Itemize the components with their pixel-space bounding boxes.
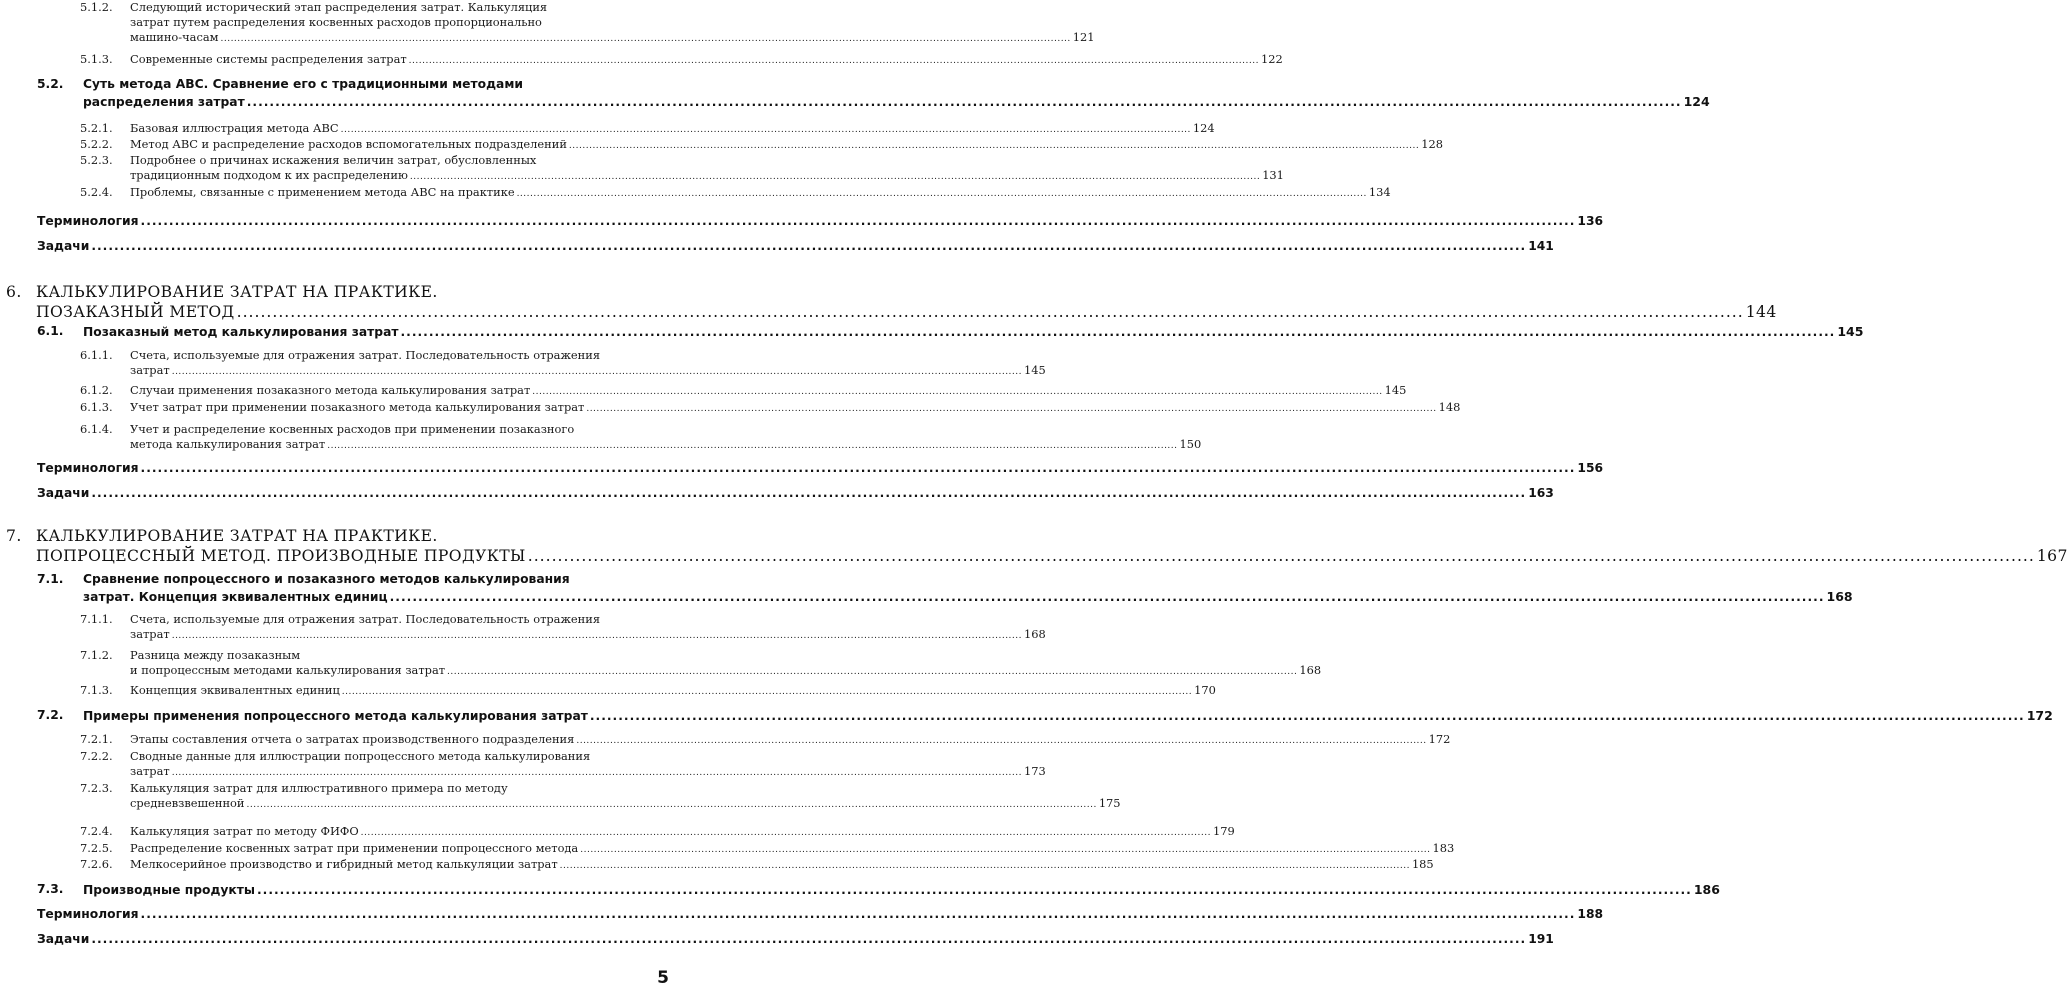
dot-leader — [576, 734, 1426, 749]
toc-entry — [80, 52, 1283, 69]
dot-leader — [141, 460, 1576, 477]
toc-entry-title — [37, 485, 1554, 502]
dot-leader — [141, 906, 1576, 923]
toc-entry-title — [130, 383, 1407, 400]
toc-entry-line: Учет и распределение косвенных расходов при применении позаказного — [130, 422, 575, 436]
dot-leader — [401, 324, 1836, 341]
toc-entry-line: Задачи ..... 163 — [37, 485, 683, 502]
toc-entry-page: 150 — [1179, 437, 1202, 451]
toc-entry — [37, 707, 2053, 725]
toc-entry-page: 168 — [1299, 663, 1322, 677]
toc-entry-number: 5.2.3. — [80, 153, 113, 167]
toc-entry-line: Калькуляция затрат для иллюстративного примера по методу — [130, 781, 508, 795]
toc-entry-line: Распределение косвенных затрат при применении попроцессного метода ..... 183 — [130, 841, 683, 858]
toc-entry-number: 7.2.2. — [80, 749, 113, 763]
toc-entry-page: 191 — [1528, 932, 1554, 946]
toc-entry-page: 173 — [1024, 764, 1046, 778]
toc-entry-title — [130, 153, 1284, 185]
toc-entry-number: 7.1. — [37, 572, 64, 586]
toc-entry — [80, 422, 1202, 454]
toc-entry — [37, 76, 1710, 111]
toc-entry-number: 7.2.3. — [80, 781, 113, 795]
toc-entry-number: 7. — [6, 527, 22, 545]
toc-entry — [80, 857, 1434, 874]
toc-entry-page: 124 — [1683, 94, 1710, 109]
toc-entry-title — [130, 0, 1095, 47]
dot-leader — [257, 882, 1692, 899]
toc-entry-line: Терминология ..... 188 — [37, 906, 683, 923]
dot-leader — [361, 826, 1211, 841]
toc-entry-title — [130, 732, 1451, 749]
toc-entry-page: 124 — [1192, 121, 1215, 135]
toc-entry-line: Следующий исторический этап распределения затрат. Калькуляция — [130, 0, 548, 14]
toc-entry-title — [83, 881, 1720, 899]
toc-entry-number: 7.2.6. — [80, 857, 113, 871]
toc-entry-line: и попроцессным методами калькулирования затрат ..... 168 — [130, 663, 683, 680]
dot-leader — [91, 238, 1526, 255]
toc-entry-title — [130, 857, 1434, 874]
toc-entry-page: 168 — [1024, 627, 1046, 641]
dot-leader — [409, 54, 1259, 69]
toc-entry-number: 7.1.1. — [80, 612, 113, 626]
toc-entry — [80, 824, 1235, 841]
toc-entry-number: 7.3. — [37, 882, 64, 896]
dot-leader — [560, 859, 1410, 874]
toc-entry — [37, 906, 1604, 923]
toc-entry-number: 5.2. — [37, 77, 64, 91]
dot-leader — [91, 485, 1526, 502]
toc-entry — [80, 732, 1451, 749]
dot-leader — [172, 766, 1022, 781]
toc-entry-title — [130, 348, 1046, 380]
toc-entry-line: Проблемы, связанные с применением метода АВС на практике ..... 134 — [130, 185, 683, 202]
toc-entry — [6, 526, 2068, 566]
toc-entry-line: метода калькулирования затрат ..... 150 — [130, 437, 683, 454]
toc-entry-page: 145 — [1024, 363, 1046, 377]
dot-leader — [172, 365, 1022, 380]
toc-entry-title — [130, 121, 1215, 138]
toc-entry-number: 6.1.3. — [80, 400, 113, 414]
toc-entry-number: 7.1.2. — [80, 648, 113, 662]
toc-entry-line: Метод АВС и распределение расходов вспомогательных подразделений ..... 128 — [130, 137, 683, 154]
toc-entry — [80, 137, 1443, 154]
toc-entry-line: Подробнее о причинах искажения величин затрат, обусловленных — [130, 153, 537, 167]
toc-entry-number: 5.2.2. — [80, 137, 113, 151]
dot-leader — [247, 798, 1097, 813]
toc-entry-line: Калькуляция затрат по методу ФИФО ..... 179 — [130, 824, 683, 841]
toc-entry-line: Терминология ..... 136 — [37, 213, 683, 230]
toc-entry-line: ПОЗАКАЗНЫЙ МЕТОД ..... 144 — [36, 302, 683, 322]
toc-entry-page: 185 — [1411, 857, 1434, 871]
toc-entry-title — [37, 931, 1554, 948]
toc-entry — [37, 213, 1604, 230]
toc-entry-number: 6.1.2. — [80, 383, 113, 397]
toc-entry — [80, 841, 1455, 858]
toc-entry-line: Случаи применения позаказного метода калькулирования затрат ..... 145 — [130, 383, 683, 400]
toc-entry-line: распределения затрат ..... 124 — [83, 93, 683, 111]
dot-leader — [528, 546, 2035, 566]
toc-entry-line: Базовая иллюстрация метода АВС ..... 124 — [130, 121, 683, 138]
toc-entry-line: КАЛЬКУЛИРОВАНИЕ ЗАТРАТ НА ПРАКТИКЕ. — [36, 283, 438, 301]
dot-leader — [342, 685, 1192, 700]
dot-leader — [447, 665, 1297, 680]
toc-entry-number: 6. — [6, 283, 22, 301]
toc-entry-line: Задачи ..... 141 — [37, 238, 683, 255]
toc-entry-page: 145 — [1837, 324, 1864, 339]
toc-entry — [37, 460, 1604, 477]
toc-entry — [37, 238, 1554, 255]
toc-entry-line: Производные продукты ..... 186 — [83, 881, 683, 899]
toc-entry-line: Примеры применения попроцессного метода калькулирования затрат ..... 172 — [83, 707, 683, 725]
toc-entry — [80, 121, 1215, 138]
toc-entry-page: 156 — [1577, 461, 1604, 475]
dot-leader — [586, 402, 1436, 417]
toc-entry-page: 168 — [1826, 589, 1853, 604]
toc-entry-line: затрат ..... 168 — [130, 627, 683, 644]
toc-entry-title — [37, 213, 1604, 230]
toc-entry-line: затрат ..... 173 — [130, 764, 683, 781]
toc-entry-title — [130, 841, 1455, 858]
toc-entry — [80, 749, 1046, 781]
toc-entry — [37, 881, 1720, 899]
toc-entry-title — [37, 238, 1554, 255]
toc-entry-number: 6.1.4. — [80, 422, 113, 436]
toc-entry-line: Этапы составления отчета о затратах производственного подразделения ..... 172 — [130, 732, 683, 749]
dot-leader — [247, 94, 1682, 111]
toc-entry-title — [37, 460, 1604, 477]
toc-entry-page: 141 — [1528, 239, 1554, 253]
toc-entry — [80, 612, 1046, 644]
toc-entry-line: КАЛЬКУЛИРОВАНИЕ ЗАТРАТ НА ПРАКТИКЕ. — [36, 527, 438, 545]
toc-entry-line: Современные системы распределения затрат ..... 122 — [130, 52, 683, 69]
toc-entry-title — [37, 906, 1604, 923]
toc-entry-page: 172 — [2026, 708, 2053, 723]
toc-entry-page: 131 — [1262, 168, 1284, 182]
toc-entry-page: 170 — [1194, 683, 1216, 697]
dot-leader — [390, 589, 1825, 606]
toc-entry-number: 7.2.4. — [80, 824, 113, 838]
toc-entry-page: 188 — [1577, 907, 1604, 921]
dot-leader — [580, 843, 1430, 858]
toc-entry-line: средневзвешенной ..... 175 — [130, 796, 683, 813]
toc-entry-page: 136 — [1577, 214, 1604, 228]
toc-entry-line: Суть метода АВС. Сравнение его с традиционными методами — [83, 77, 523, 91]
toc-entry-number: 6.1. — [37, 324, 64, 338]
toc-entry-line: Концепция эквивалентных единиц ..... 170 — [130, 683, 683, 700]
toc-entry-number: 5.1.3. — [80, 52, 113, 66]
toc-entry-title — [83, 707, 2053, 725]
toc-entry-page: 183 — [1432, 841, 1455, 855]
toc-entry-line: затрат. Концепция эквивалентных единиц ..... 168 — [83, 588, 683, 606]
toc-entry-page: 179 — [1212, 824, 1235, 838]
toc-entry-line: Счета, используемые для отражения затрат. Последовательность отражения — [130, 348, 601, 362]
dot-leader — [517, 187, 1367, 202]
toc-entry-number: 7.2.1. — [80, 732, 113, 746]
toc-entry-number: 5.2.1. — [80, 121, 113, 135]
toc-entry-number: 6.1.1. — [80, 348, 113, 362]
toc-entry-title — [83, 76, 1710, 111]
toc-entry — [37, 485, 1554, 502]
toc-entry-line: затрат ..... 145 — [130, 363, 683, 380]
toc-entry-line: ПОПРОЦЕССНЫЙ МЕТОД. ПРОИЗВОДНЫЕ ПРОДУКТЫ ..... 167 — [36, 546, 683, 566]
toc-entry — [37, 571, 1853, 606]
toc-entry-title — [36, 526, 2068, 566]
dot-leader — [220, 32, 1070, 47]
dot-leader — [341, 123, 1191, 138]
toc-entry — [80, 0, 1095, 47]
page-number: 5 — [657, 968, 669, 988]
toc-entry-line: Терминология ..... 156 — [37, 460, 683, 477]
toc-entry-page: 172 — [1428, 732, 1451, 746]
toc-entry-page: 145 — [1384, 383, 1407, 397]
toc-entry-page: 121 — [1072, 30, 1095, 44]
toc-entry — [80, 348, 1046, 380]
toc-entry-number: 7.2. — [37, 708, 64, 722]
toc-entry-line: Задачи ..... 191 — [37, 931, 683, 948]
toc-entry-page: 167 — [2036, 547, 2068, 565]
toc-entry-page: 148 — [1438, 400, 1461, 414]
toc-entry — [37, 931, 1554, 948]
toc-entry-title — [83, 571, 1853, 606]
toc-entry-line: Сравнение попроцессного и позаказного методов калькулирования — [83, 572, 570, 586]
toc-entry-title — [130, 185, 1391, 202]
toc-entry-number: 7.2.5. — [80, 841, 113, 855]
toc-entry-number: 5.2.4. — [80, 185, 113, 199]
toc-entry-page: 134 — [1368, 185, 1391, 199]
toc-entry-title — [130, 400, 1461, 417]
toc-entry — [80, 781, 1121, 813]
toc-entry-line: традиционным подходом к их распределению ..... 131 — [130, 168, 683, 185]
dot-leader — [91, 931, 1526, 948]
toc-entry-page: 122 — [1260, 52, 1283, 66]
toc-entry — [80, 153, 1284, 185]
toc-entry-line: Учет затрат при применении позаказного метода калькулирования затрат ..... 148 — [130, 400, 683, 417]
toc-entry-title — [130, 422, 1202, 454]
toc-entry-line: Счета, используемые для отражения затрат. Последовательность отражения — [130, 612, 601, 626]
toc-entry-title — [130, 683, 1216, 700]
toc-entry — [80, 400, 1461, 417]
toc-entry-page: 186 — [1693, 882, 1720, 897]
toc-entry — [80, 383, 1407, 400]
toc-entry-line: Позаказный метод калькулирования затрат ..... 145 — [83, 323, 683, 341]
toc-entry-line: затрат путем распределения косвенных расходов пропорционально — [130, 15, 542, 29]
toc-entry-line: Мелкосерийное производство и гибридный метод калькуляции затрат ..... 185 — [130, 857, 683, 874]
toc-entry-title — [130, 648, 1322, 680]
toc-entry-title — [36, 282, 1777, 322]
toc-entry — [6, 282, 1777, 322]
toc-entry-title — [130, 824, 1235, 841]
dot-leader — [172, 629, 1022, 644]
toc-entry-number: 5.1.2. — [80, 0, 113, 14]
toc-entry-page: 128 — [1421, 137, 1443, 151]
dot-leader — [141, 213, 1576, 230]
toc-entry-title — [130, 612, 1046, 644]
dot-leader — [327, 439, 1177, 454]
toc-entry-page: 144 — [1745, 303, 1777, 321]
toc-entry-title — [83, 323, 1864, 341]
dot-leader — [237, 302, 1744, 322]
toc-entry-title — [130, 781, 1121, 813]
toc-entry-title — [130, 137, 1443, 154]
toc-entry-page: 163 — [1528, 486, 1554, 500]
dot-leader — [532, 385, 1382, 400]
toc-entry-line: Сводные данные для иллюстрации попроцессного метода калькулирования — [130, 749, 591, 763]
dot-leader — [410, 170, 1260, 185]
toc-entry-title — [130, 749, 1046, 781]
toc-entry-page: 175 — [1098, 796, 1121, 810]
toc-entry — [37, 323, 1864, 341]
toc-entry — [80, 185, 1391, 202]
toc-entry-title — [130, 52, 1283, 69]
toc-entry-line: машино-часам ..... 121 — [130, 30, 683, 47]
toc-entry — [80, 648, 1322, 680]
toc-entry — [80, 683, 1216, 700]
toc-entry-number: 7.1.3. — [80, 683, 113, 697]
toc-entry-line: Разница между позаказным — [130, 648, 301, 662]
dot-leader — [569, 139, 1419, 154]
dot-leader — [590, 708, 2025, 725]
